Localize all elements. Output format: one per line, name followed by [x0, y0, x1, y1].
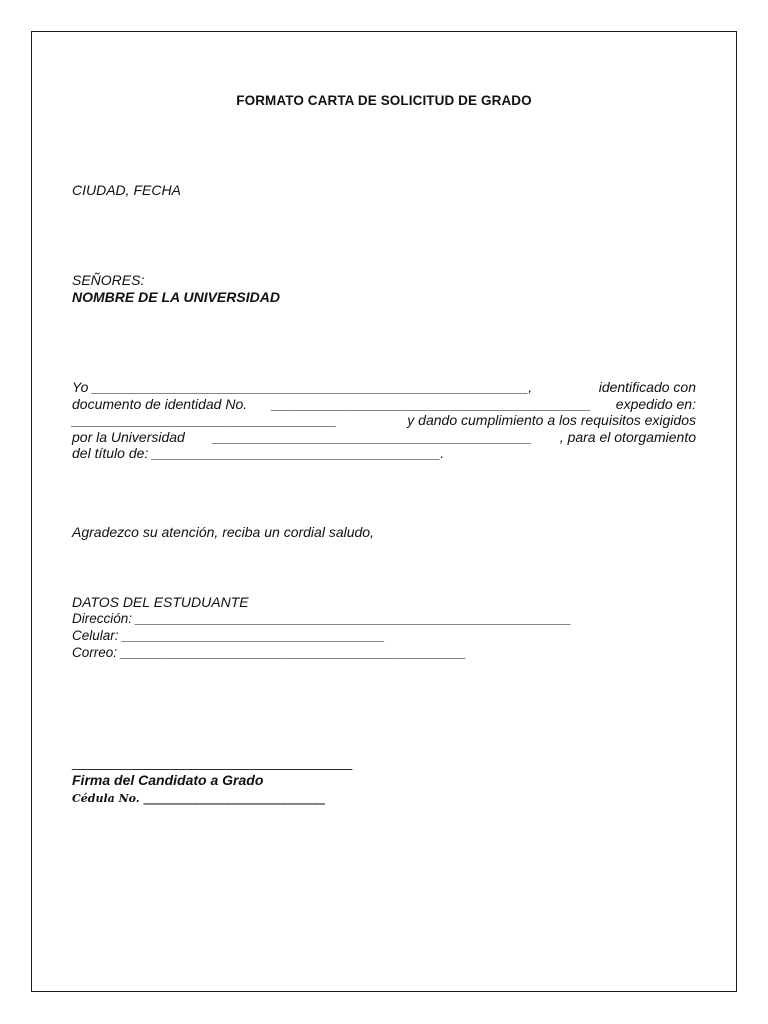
body-line-1	[72, 379, 696, 396]
body-line-4	[72, 429, 696, 446]
body-line-2-start: documento de identidad No.	[72, 395, 248, 412]
body-line-4-start: por la Universidad	[72, 428, 185, 445]
body-line-4-blank: _________________________________________	[212, 428, 532, 445]
email-field: Correo: ______________________________________________	[72, 645, 467, 660]
phone-field: Celular: ___________________________________	[72, 628, 386, 643]
body-line-2	[72, 396, 696, 413]
body-line-5-text: del título de: _____________________________________.	[72, 445, 445, 461]
recipient-name: NOMBRE DE LA UNIVERSIDAD	[72, 289, 280, 305]
recipient-label: SEÑORES:	[72, 272, 145, 288]
body-line-1-start: Yo ________________________________________________________,	[72, 379, 533, 395]
signature-line: ____________________________________	[72, 754, 353, 770]
closing-text: Agradezco su atención, reciba un cordial saludo,	[72, 524, 374, 540]
address-field: Dirección: __________________________________________________________	[72, 611, 572, 626]
body-line-5	[72, 445, 696, 462]
document-page	[31, 31, 737, 992]
body-line-1-end: identificado con	[598, 379, 696, 395]
body-line-3	[72, 412, 696, 429]
body-paragraph	[72, 379, 696, 462]
body-line-2-end: expedido en:	[615, 395, 696, 412]
document-title: FORMATO CARTA DE SOLICITUD DE GRADO	[236, 93, 532, 108]
city-date: CIUDAD, FECHA	[72, 182, 181, 198]
body-line-2-blank: _________________________________________	[271, 395, 592, 412]
body-line-3-end: y dando cumplimiento a los requisitos exigidos	[407, 412, 696, 428]
body-line-4-end: , para el otorgamiento	[559, 428, 696, 445]
signature-label: Firma del Candidato a Grado	[72, 772, 264, 788]
body-line-3-start: __________________________________	[72, 412, 337, 428]
id-number-field: Cédula No. _________________________________	[72, 792, 325, 805]
student-data-heading: DATOS DEL ESTUDUANTE	[72, 594, 249, 610]
